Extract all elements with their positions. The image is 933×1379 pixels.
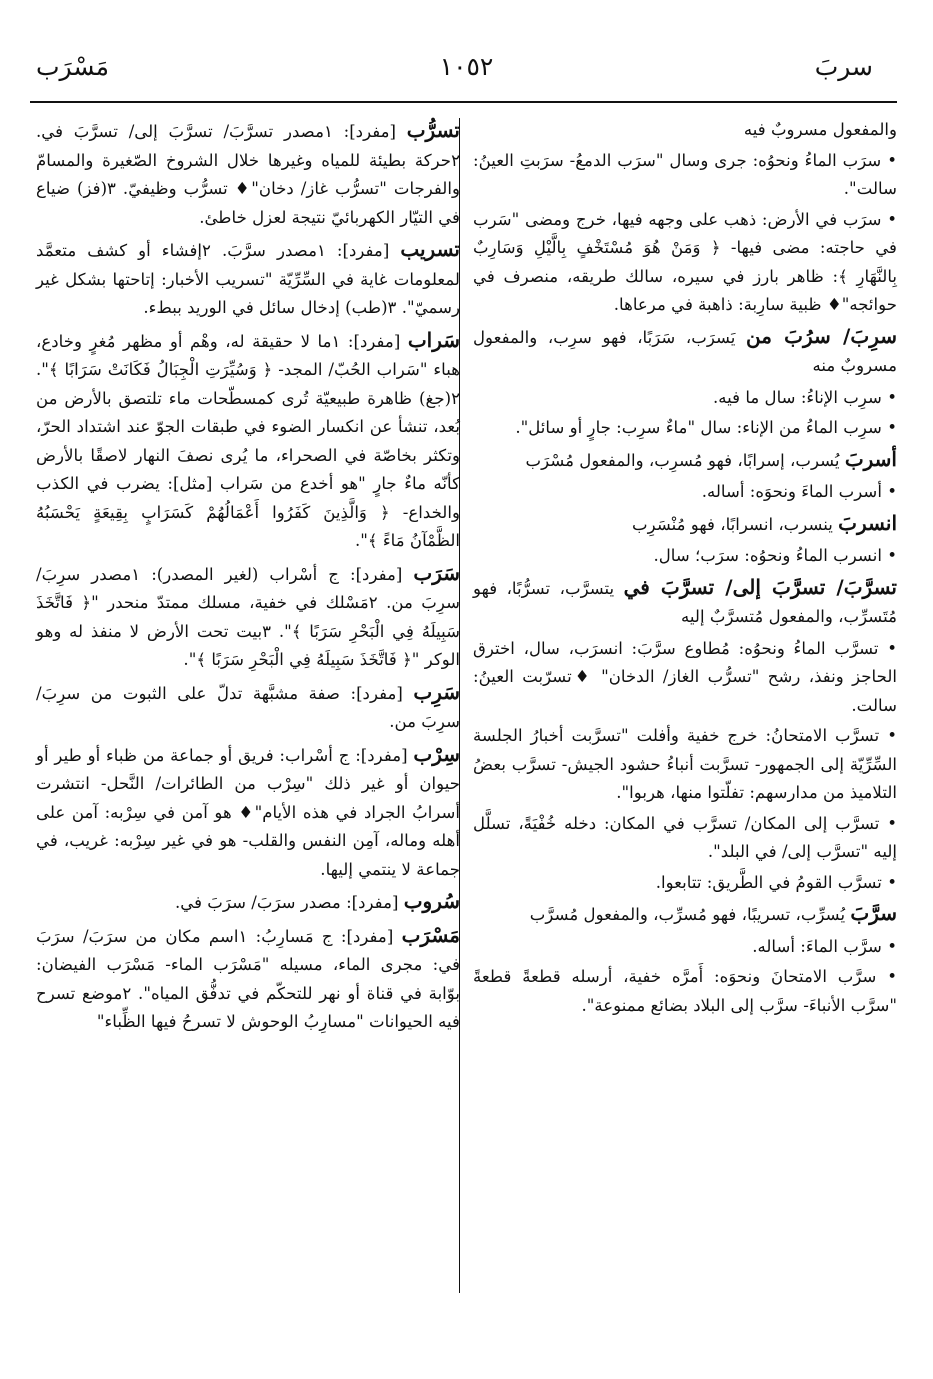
paragraph: والمفعول مسروبٌ فيه	[743, 120, 897, 139]
paragraph: • أسرب الماءَ ونحوَه: أساله.	[701, 482, 897, 501]
dictionary-entry	[36, 740, 460, 885]
entry-text: [مفرد]: ١ما لا حقيقة له، وهْم أو مظهر مُغرٍ وخادع، هباء "سَراب الحُبّ/ المجد- ﴿ وَسُيِّرَتِ الْجِبَالُ فَكَانَتْ سَرَابًا ﴾". ٢(جغ) ظاهرة طبيعيّة تُرى كمسطّحات ماء تلتصق بالأرض من بُعد، تنشأ عن انكسار الضوء في طبقات الجوّ عند اشتداد الحرّ، وتكثر بخاصّة في الصحراء، ما يُرى نصفَ النهار لاصقًا بالأرض كأنّه ماءٌ جارٍ "هو أخدع من سَراب [مثل]: يضرب في الكذب والخداع- ﴿ وَالَّذِينَ كَفَرُوا أَعْمَالُهُمْ كَسَرَابٍ بِقِيعَةٍ يَحْسَبُهُ الظَّمْآنُ مَاءً ﴾".	[36, 331, 460, 550]
headword: تسرَّبَ/ تسرَّبَ إلى/ تسرَّبَ في	[623, 574, 898, 599]
headword: انسربَ	[838, 510, 897, 535]
header-rule	[30, 101, 897, 103]
paragraph: • تسرَّب القومُ في الطَّريق: تتابعوا.	[655, 872, 897, 892]
dictionary-entry	[473, 573, 897, 632]
left-column	[36, 116, 460, 1040]
dictionary-entry	[36, 326, 460, 556]
header-guide-word-last: مَسْرَب	[36, 52, 110, 81]
dictionary-entry	[36, 559, 460, 675]
entry-text: [مفرد]: ١مصدر سرَّبَ. ٢إفشاء أو كشف متعمَّد لمعلومات غاية في السِّرِّيّة "تسريب الأخبار: إتاحتها بشكل غير رسميّ". ٣(طب) إدخال سائل في الوريد ببطء.	[36, 241, 460, 317]
paragraph: • سرَب الماءُ ونحوُه: جرى وسال "سرَب الدمعُ- سرَبتِ العينُ: سالت".	[473, 150, 897, 198]
headword: سَرَب	[413, 560, 460, 585]
entry-text: [مفرد]: ١مصدر تسرَّبَ/ تسرَّبَ إلى/ تسرَّبَ في. ٢حركة بطيئة للمياه وغيرها خلال الشروخ الصّغيرة والمسامّ والفرجات "تسرُّب غاز/ دخان"♦ تسرُّب وظيفيّ. ٣(فز) ضياع في التيّار الكهربائيّ نتيجة لعزل خاطئ.	[36, 122, 460, 227]
entry-text: [مفرد]: ج أسْراب (لغير المصدر): ١مصدر سرِبَ/ سرِبَ من. ٢مَسْلك في خفية، مسلك ممتدّ منحدر "﴿ فَاتَّخَذَ سَبِيلَهُ فِي الْبَحْرِ سَرَبًا ﴾". ٣بيت تحت الأرض لا منفذ له وهو الوكر "﴿ فَاتَّخَذَ سَبِيلَهُ فِي الْبَحْرِ سَرَبًا ﴾".	[36, 564, 460, 669]
paragraph: • سرَّب الماءَ: أساله.	[752, 936, 897, 956]
entry-text: ينسرب، انسرابًا، فهو مُنْسَرِب	[632, 514, 839, 534]
dictionary-entry	[36, 116, 460, 232]
paragraph: • تسرَّب إلى المكان/ تسرَّب في المكان: دخله خُفْيَةً، تسلَّل إليه "تسرَّب إلى/ في البلد".	[473, 813, 897, 861]
entry-text: [مفرد]: مصدر سرَبَ/ سرَبَ في.	[174, 893, 404, 912]
paragraph: • سرَّب الامتحانَ ونحوَه: أَمرَّه خفية، أرسله قطعةً قطعةً "سرَّب الأنباءَ- سرَّب إلى البلاد بضائع ممنوعة".	[473, 967, 897, 1015]
paragraph: • سرِب الماءُ من الإناء: سال "ماءٌ سرِب: جارٍ أو سائل".	[515, 418, 897, 437]
headword: تسرُّب	[406, 118, 460, 142]
paragraph: • انسرب الماءُ ونحوُه: سرَب؛ سال.	[653, 546, 897, 565]
entry-text: يَسرَب، سَرَبًا، فهو سرِب، والمفعول مسروبٌ منه	[473, 327, 897, 375]
page-number: ١٠٥٢	[439, 52, 494, 81]
paragraph: • سرِب الإناءُ: سال ما فيه.	[712, 387, 897, 407]
headword: سرِبَ/ سرُبَ من	[745, 323, 897, 348]
paragraph: • تسرَّب الامتحانُ: خرج خفية وأفلت "تسرَّبت أخبارُ الجلسة السِّرِّيّة إلى الجمهور- تسرَّبت أنباءُ حشود الجيش- تسرَّب بعضُ التلاميذ من مدارسهم: تفلّتوا منها، هربوا".	[473, 726, 897, 802]
dictionary-entry	[36, 678, 460, 737]
headword: مَسْرَب	[401, 922, 460, 947]
entry-text: يُسرب، إسرابًا، فهو مُسرِب، والمفعول مُسْرَب	[525, 450, 845, 470]
paragraph: • سرَب في الأرض: ذهب على وجهه فيها، خرج ومضى "سَرب في حاجته: مضى فيها- ﴿ وَمَنْ هُوَ مُسْتَخْفٍ بِالَّيْلِ وَسَارِبٌ بِالنَّهَارِ ﴾: ظاهر بارز في سيره، سالك طريقه، منصرف في حوائجه"♦ ظبية سارِبة: ذاهبة في مرعاها.	[473, 209, 897, 314]
headword: تسريب	[400, 237, 460, 261]
dictionary-entry	[473, 322, 897, 381]
entry-text: [مفرد]: ج أسْراب: فريق أو جماعة من ظباء أو طير أو حيوان أو غير ذلك "سِرْب من الطائرات/ النَّحل- انتشرت أسرابُ الجراد في هذه الأيام"♦ هو آمن في سِرْبه: آمن على أهله وماله، آمِن النفس والقلب- هو في غير سِرْبه: غريب، في جماعة لا ينتمي إليها.	[36, 745, 460, 879]
headword: سُروب	[403, 889, 460, 913]
headword: سِرْب	[413, 741, 460, 766]
headword: سَراب	[407, 327, 460, 352]
dictionary-entry	[36, 921, 460, 1037]
dictionary-entry	[36, 887, 460, 918]
dictionary-entry	[473, 509, 897, 540]
headword: أسربَ	[844, 446, 897, 471]
entry-text: يُسرِّب، تسريبًا، فهو مُسرِّب، والمفعول مُسرَّب	[529, 905, 851, 924]
dictionary-entry	[36, 235, 460, 323]
entry-text: [مفرد]: ج مَسارِبُ: ١اسم مكان من سرَبَ/ سرَبَ في: مجرى الماء، مسيله "مَسْرَب الماء- مَسْرَب الفيضان: بوّابة في قناة أو نهر للتحكّم في تدفُّق المياه". ٢موضع تسرح فيه الحيوانات "مسارِبُ الوحوش لا تسرحُ فيها الظِّباء"	[36, 926, 460, 1031]
right-column	[473, 116, 897, 1022]
entry-text: يتسرَّب، تسرُّبًا، فهو مُتَسرِّب، والمفعول مُتسرَّبٌ إليه	[473, 578, 897, 626]
dictionary-entry	[473, 899, 897, 930]
headword: سَرِب	[413, 679, 460, 704]
page-header	[36, 52, 897, 98]
header-guide-word-first: سربَ	[814, 52, 873, 81]
entry-text: [مفرد]: صفة مشبَّهة تدلّ على الثبوت من سرِبَ/ سرِبَ من.	[36, 683, 460, 731]
paragraph: • تسرَّب الماءُ ونحوُه: مُطاوع سرَّبَ: انسرَب، سال، اخترق الحاجز ونفذ، رشح "تسرُّب الغاز/ الدخان" ♦تسرّبت العينُ: سالت.	[473, 638, 897, 715]
headword: سرَّبَ	[850, 901, 897, 925]
dictionary-entry	[473, 445, 897, 476]
